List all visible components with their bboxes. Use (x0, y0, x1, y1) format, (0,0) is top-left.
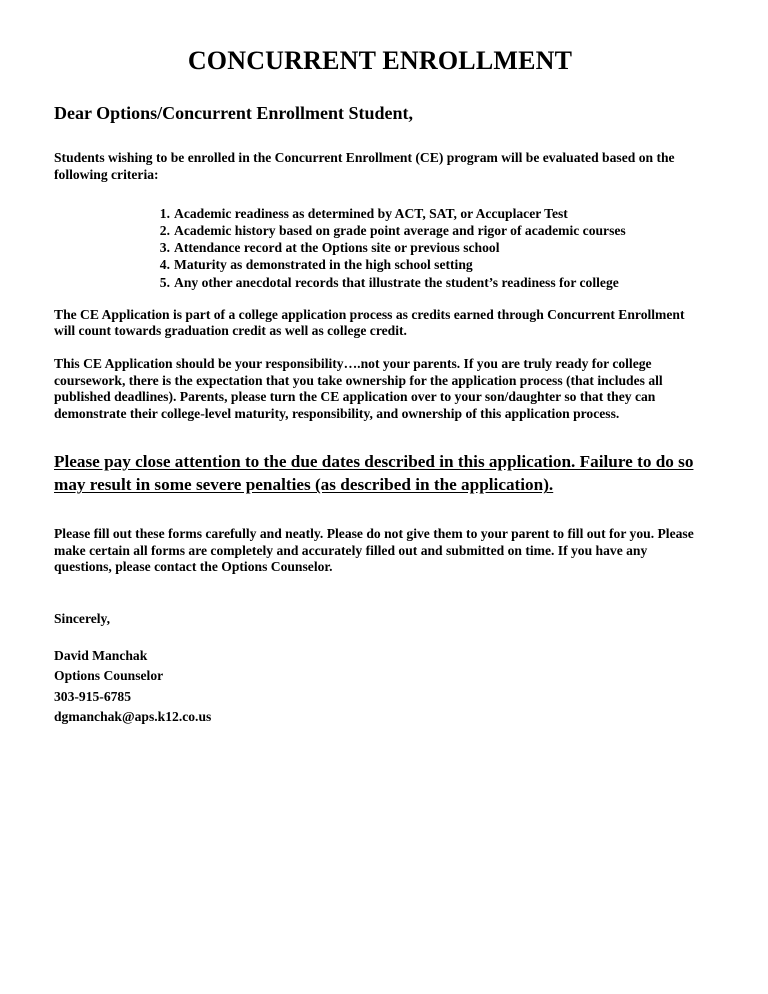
signoff: Sincerely, (54, 611, 111, 627)
signer-phone: 303-915-6785 (54, 688, 132, 704)
credit-paragraph: The CE Application is part of a college application process as credits earned through Concurrent Enrollment will count towards graduation credit as well as college credit. (54, 306, 685, 339)
signer-role: Options Counselor (54, 668, 164, 684)
document-body (54, 0, 706, 727)
signer-email: dgmanchak@aps.k12.co.us (54, 709, 212, 725)
list-item (54, 222, 706, 239)
responsibility-paragraph: This CE Application should be your responsibility….not your parents. If you are truly ready for college coursework, there is the expectation that you take ownership for the application process (that includes all published deadlines). Parents, please turn the CE application over to your son/daughter so that they can demonstrate their college-level maturity, responsibility, and ownership of this application process. (54, 356, 663, 422)
list-item (54, 239, 706, 256)
list-item-number: 5. (159, 274, 170, 290)
forms-instructions-paragraph: Please fill out these forms carefully and neatly. Please do not give them to your parent to fill out for you. Please make certain all forms are completely and accurately filled out and submitted on time. If you have any questions, please contact the Options Counselor. (54, 526, 694, 575)
list-item-number: 4. (159, 257, 170, 273)
page-title: CONCURRENT ENROLLMENT (187, 46, 573, 75)
list-item (54, 274, 706, 291)
list-item-number: 3. (159, 240, 170, 256)
intro-paragraph: Students wishing to be enrolled in the Concurrent Enrollment (CE) program will be evaluated based on the following criteria: (54, 149, 675, 182)
list-item-label: Maturity as demonstrated in the high school setting (174, 257, 473, 273)
due-dates-notice (54, 450, 706, 497)
due-dates-notice-text: Please pay close attention to the due dates described in this application. Failure to do so may result in some severe penalties (as described in the application). (54, 451, 694, 495)
signature-block (54, 646, 706, 728)
list-item (54, 205, 706, 222)
list-item (54, 256, 706, 273)
list-item-label: Academic history based on grade point average and rigor of academic courses (174, 223, 626, 239)
signer-name: David Manchak (54, 647, 148, 663)
list-item-label: Academic readiness as determined by ACT, SAT, or Accuplacer Test (174, 206, 568, 222)
list-item-label: Any other anecdotal records that illustrate the student’s readiness for college (174, 274, 619, 290)
criteria-list (54, 205, 706, 290)
list-item-number: 1. (159, 206, 170, 222)
salutation: Dear Options/Concurrent Enrollment Student, (54, 103, 414, 124)
list-item-label: Attendance record at the Options site or previous school (174, 240, 500, 256)
list-item-number: 2. (159, 223, 170, 239)
